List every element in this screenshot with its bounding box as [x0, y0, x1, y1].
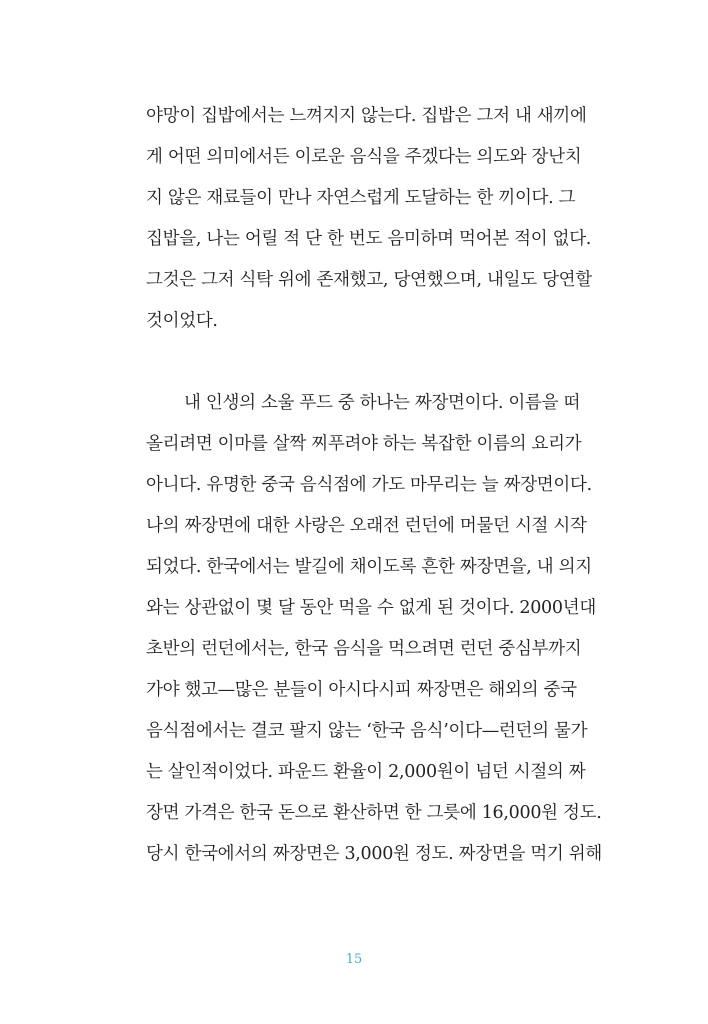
text-line: 올리려면 이마를 살짝 찌푸려야 하는 복잡한 이름의 요리가 — [146, 434, 582, 454]
text-line: 되었다. 한국에서는 발길에 채이도록 흔한 짜장면을, 내 의지 — [146, 557, 592, 577]
text-line: 내 인생의 소울 푸드 중 하나는 짜장면이다. 이름을 떠 — [184, 393, 581, 413]
paragraph-1 — [146, 96, 618, 342]
text-line: 집밥을, 나는 어릴 적 단 한 번도 음미하며 먹어본 적이 없다. — [146, 229, 592, 249]
page-number: 15 — [345, 952, 363, 967]
text-line: 당시 한국에서의 짜장면은 3,000원 정도. 짜장면을 먹기 위해 — [146, 844, 603, 864]
text-line: 음식점에서는 결코 팔지 않는 ‘한국 음식’이다—런던의 물가 — [146, 721, 588, 741]
text-line: 것이었다. — [146, 311, 218, 331]
paragraph-spacer — [146, 342, 618, 383]
body-text — [146, 96, 618, 875]
text-line: 지 않은 재료들이 만나 자연스럽게 도달하는 한 끼이다. 그 — [146, 188, 576, 208]
paragraph-2 — [146, 383, 618, 875]
text-line: 가야 했고—많은 분들이 아시다시피 짜장면은 해외의 중국 — [146, 680, 577, 700]
text-line: 와는 상관없이 몇 달 동안 먹을 수 없게 된 것이다. 2000년대 — [146, 598, 596, 618]
text-line: 나의 짜장면에 대한 사랑은 오래전 런던에 머물던 시절 시작 — [146, 516, 587, 536]
text-line: 그것은 그저 식탁 위에 존재했고, 당연했으며, 내일도 당연할 — [146, 270, 592, 290]
text-line: 장면 가격은 한국 돈으로 환산하면 한 그릇에 16,000원 정도. — [146, 803, 602, 823]
text-line: 아니다. 유명한 중국 음식점에 가도 마무리는 늘 짜장면이다. — [146, 475, 592, 495]
text-line: 게 어떤 의미에서든 이로운 음식을 주겠다는 의도와 장난치 — [146, 147, 582, 167]
text-line: 초반의 런던에서는, 한국 음식을 먹으려면 런던 중심부까지 — [146, 639, 582, 659]
text-line: 는 살인적이었다. 파운드 환율이 2,000원이 넘던 시절의 짜 — [146, 762, 586, 782]
text-line: 야망이 집밥에서는 느껴지지 않는다. 집밥은 그저 내 새끼에 — [146, 106, 587, 126]
